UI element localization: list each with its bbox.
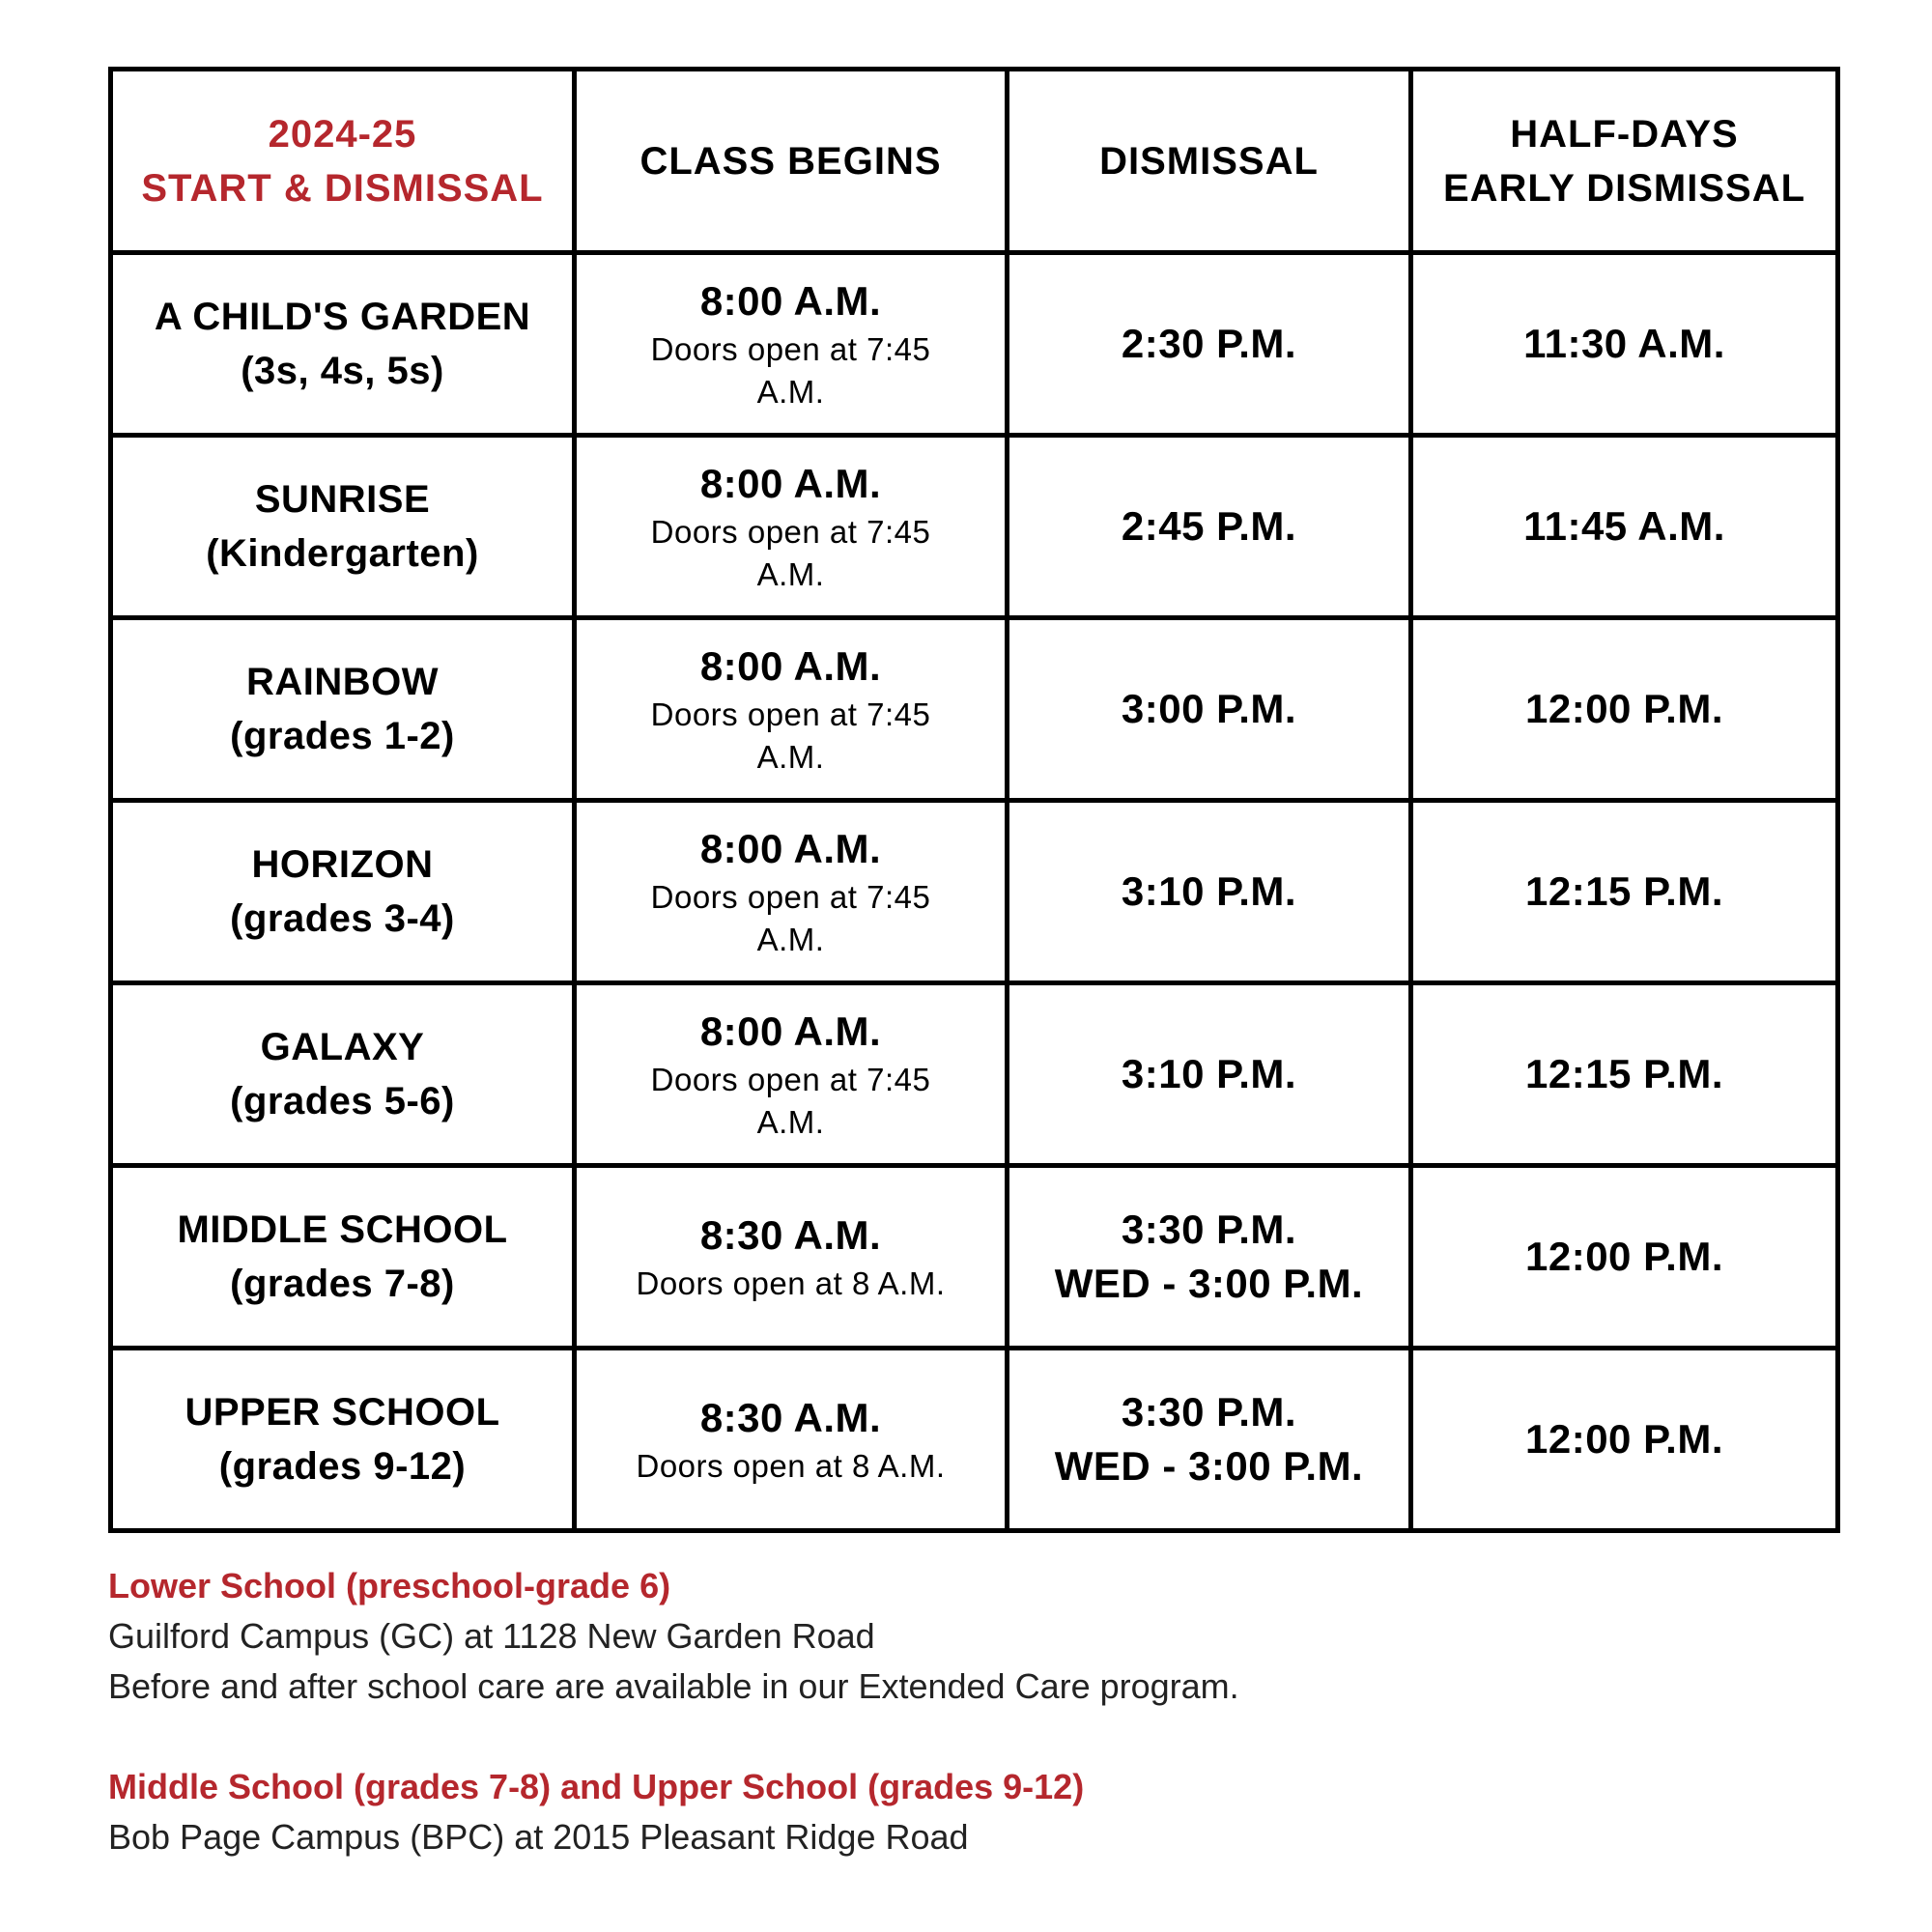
table-title: START & DISMISSAL xyxy=(141,166,544,210)
lower-school-heading: Lower School (preschool-grade 6) xyxy=(108,1566,671,1605)
dismissal-time: 3:00 P.M. xyxy=(1121,686,1297,731)
class-begins-cell xyxy=(575,983,1008,1166)
class-begins-time: 8:30 A.M. xyxy=(699,1212,882,1258)
header-title-cell xyxy=(111,70,575,253)
dismissal-cell xyxy=(1008,983,1411,1166)
half-day-cell xyxy=(1411,1166,1838,1349)
dismissal-wed-time: WED - 3:00 P.M. xyxy=(1054,1261,1364,1306)
division-cell xyxy=(111,1349,575,1531)
table-title-year: 2024-25 xyxy=(268,112,417,156)
division-cell xyxy=(111,618,575,801)
column-header-half-days: HALF-DAYS xyxy=(1510,112,1739,156)
half-day-time: 12:15 P.M. xyxy=(1524,868,1723,914)
class-begins-cell xyxy=(575,1166,1008,1349)
table-row xyxy=(111,1166,1838,1349)
class-begins-cell xyxy=(575,801,1008,983)
dismissal-time: 3:30 P.M. xyxy=(1121,1389,1297,1435)
half-day-time: 12:00 P.M. xyxy=(1524,1234,1723,1279)
division-cell xyxy=(111,801,575,983)
class-begins-time: 8:00 A.M. xyxy=(699,826,882,871)
column-header-early-dismissal: EARLY DISMISSAL xyxy=(1442,166,1806,210)
dismissal-time: 3:10 P.M. xyxy=(1121,1051,1297,1096)
half-day-cell xyxy=(1411,253,1838,436)
doors-open-note: Doors open at 7:45 A.M. xyxy=(650,331,931,410)
division-name: GALAXY xyxy=(260,1026,425,1068)
column-header-dismissal: DISMISSAL xyxy=(1099,139,1319,183)
schedule-table xyxy=(108,67,1840,1533)
dismissal-cell xyxy=(1008,1349,1411,1531)
doors-open-note: Doors open at 7:45 A.M. xyxy=(650,514,931,592)
doors-open-note: Doors open at 7:45 A.M. xyxy=(650,1062,931,1140)
dismissal-cell xyxy=(1008,801,1411,983)
dismissal-time: 3:30 P.M. xyxy=(1121,1207,1297,1252)
division-cell xyxy=(111,436,575,618)
half-day-cell xyxy=(1411,801,1838,983)
campus-notes xyxy=(108,1561,1837,1862)
half-day-time: 12:00 P.M. xyxy=(1524,686,1723,731)
lower-school-campus: Guilford Campus (GC) at 1128 New Garden Road xyxy=(108,1616,875,1656)
division-name: MIDDLE SCHOOL xyxy=(177,1208,508,1251)
table-row xyxy=(111,253,1838,436)
class-begins-cell xyxy=(575,618,1008,801)
division-grades: (3s, 4s, 5s) xyxy=(241,350,444,392)
header-dismissal xyxy=(1008,70,1411,253)
dismissal-time: 2:45 P.M. xyxy=(1121,503,1297,549)
class-begins-cell xyxy=(575,436,1008,618)
half-day-cell xyxy=(1411,1349,1838,1531)
half-day-cell xyxy=(1411,618,1838,801)
division-grades: (grades 3-4) xyxy=(230,897,455,940)
division-grades: (grades 1-2) xyxy=(230,715,455,757)
class-begins-time: 8:00 A.M. xyxy=(699,643,882,689)
dismissal-cell xyxy=(1008,436,1411,618)
class-begins-time: 8:30 A.M. xyxy=(699,1395,882,1440)
dismissal-cell xyxy=(1008,1166,1411,1349)
class-begins-cell xyxy=(575,1349,1008,1531)
division-cell xyxy=(111,253,575,436)
upper-school-heading: Middle School (grades 7-8) and Upper School (grades 9-12) xyxy=(108,1767,1085,1806)
half-day-time: 11:30 A.M. xyxy=(1523,321,1725,366)
division-grades: (Kindergarten) xyxy=(206,532,479,575)
spacer xyxy=(108,1712,1837,1762)
division-cell xyxy=(111,983,575,1166)
header-row xyxy=(111,70,1838,253)
division-grades: (grades 5-6) xyxy=(230,1080,455,1122)
header-half-days xyxy=(1411,70,1838,253)
half-day-time: 12:15 P.M. xyxy=(1524,1051,1723,1096)
column-header-class-begins: CLASS BEGINS xyxy=(639,139,942,183)
division-name: SUNRISE xyxy=(254,478,431,521)
division-name: HORIZON xyxy=(251,843,434,886)
half-day-cell xyxy=(1411,983,1838,1166)
class-begins-time: 8:00 A.M. xyxy=(699,278,882,324)
dismissal-wed-time: WED - 3:00 P.M. xyxy=(1054,1443,1364,1489)
dismissal-time: 3:10 P.M. xyxy=(1121,868,1297,914)
division-name: A CHILD'S GARDEN xyxy=(154,296,531,338)
class-begins-cell xyxy=(575,253,1008,436)
upper-school-campus: Bob Page Campus (BPC) at 2015 Pleasant Ridge Road xyxy=(108,1817,969,1857)
half-day-time: 12:00 P.M. xyxy=(1524,1416,1723,1462)
doors-open-note: Doors open at 7:45 A.M. xyxy=(650,879,931,957)
half-day-time: 11:45 A.M. xyxy=(1523,503,1725,549)
division-grades: (grades 9-12) xyxy=(218,1445,467,1488)
division-name: UPPER SCHOOL xyxy=(185,1391,500,1434)
class-begins-time: 8:00 A.M. xyxy=(699,461,882,506)
half-day-cell xyxy=(1411,436,1838,618)
table-row xyxy=(111,801,1838,983)
doors-open-note: Doors open at 8 A.M. xyxy=(636,1265,946,1301)
header-class-begins xyxy=(575,70,1008,253)
table-row xyxy=(111,436,1838,618)
doors-open-note: Doors open at 7:45 A.M. xyxy=(650,696,931,775)
class-begins-time: 8:00 A.M. xyxy=(699,1009,882,1054)
table-row xyxy=(111,618,1838,801)
table-row xyxy=(111,983,1838,1166)
extended-care-note: Before and after school care are available in our Extended Care program. xyxy=(108,1666,1239,1706)
dismissal-cell xyxy=(1008,253,1411,436)
division-grades: (grades 7-8) xyxy=(230,1263,455,1305)
table-row xyxy=(111,1349,1838,1531)
dismissal-cell xyxy=(1008,618,1411,801)
dismissal-time: 2:30 P.M. xyxy=(1121,321,1297,366)
division-name: RAINBOW xyxy=(245,661,440,703)
division-cell xyxy=(111,1166,575,1349)
doors-open-note: Doors open at 8 A.M. xyxy=(636,1448,946,1484)
